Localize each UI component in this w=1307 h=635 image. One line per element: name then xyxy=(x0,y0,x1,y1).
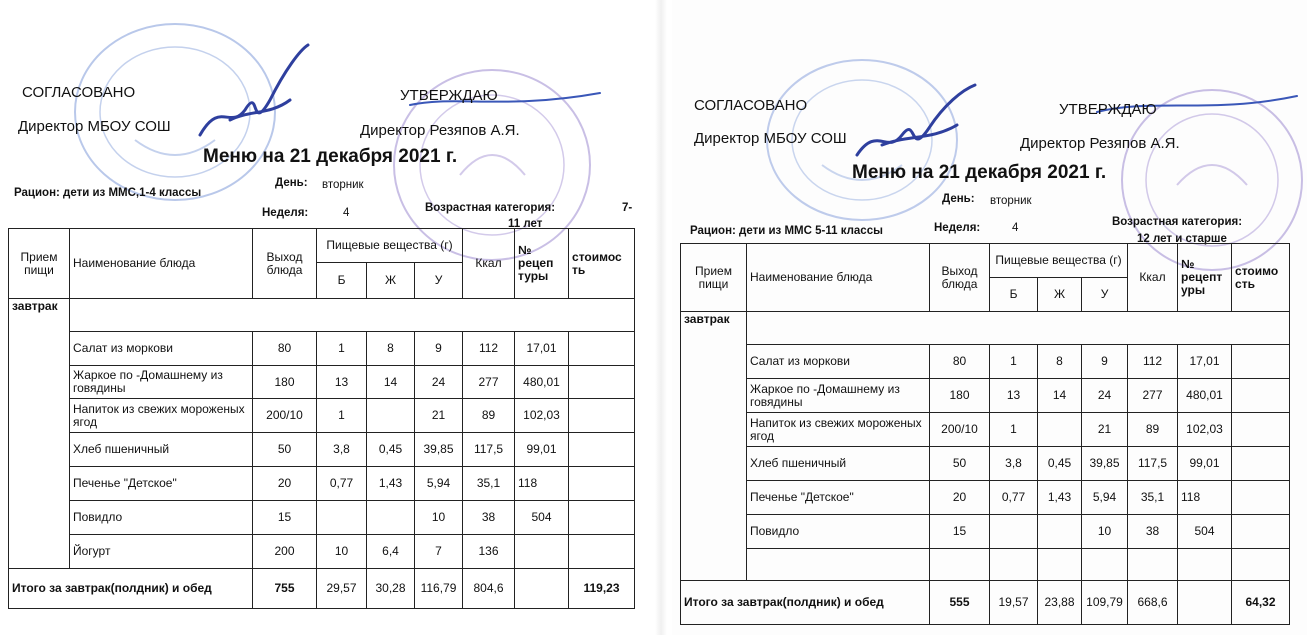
header-cost: стоимо сть xyxy=(1232,244,1290,312)
header-kcal: Ккал xyxy=(1128,244,1178,312)
table-row: Йогурт 200 10 6,4 7 136 xyxy=(9,535,635,569)
header-dish: Наименование блюда xyxy=(747,244,930,312)
director-left: Директор МБОУ СОШ xyxy=(694,130,847,147)
header-zh: Ж xyxy=(367,263,415,299)
week-value: 4 xyxy=(343,207,350,219)
page-divider xyxy=(655,0,667,635)
table-row: Повидло 15 10 38 504 xyxy=(9,501,635,535)
header-kcal: Ккал xyxy=(463,229,515,299)
table-row: Жаркое по -Домашнему из говядины 180 13 14 24 277 480,01 xyxy=(9,366,635,399)
menu-table xyxy=(680,243,1290,625)
header-zh: Ж xyxy=(1038,278,1082,312)
week-label: Неделя: xyxy=(934,222,981,234)
header-nutrients: Пищевые вещества (г) xyxy=(317,229,463,263)
signature xyxy=(190,40,320,150)
menu-sheet-left xyxy=(0,0,650,635)
director-left: Директор МБОУ СОШ xyxy=(18,118,171,135)
header-recipe: № рецепт уры xyxy=(1178,244,1232,312)
week-label: Неделя: xyxy=(262,207,309,219)
day-label: День: xyxy=(942,193,975,205)
table-row xyxy=(681,549,1290,581)
table-row: Повидло 15 10 38 504 xyxy=(681,515,1290,549)
meal-name: завтрак xyxy=(9,299,70,569)
table-row: Хлеб пшеничный 50 3,8 0,45 39,85 117,5 99,01 xyxy=(9,433,635,467)
page-title: Меню на 21 декабря 2021 г. xyxy=(203,146,458,167)
header-meal: Прием пищи xyxy=(681,244,747,312)
total-row: Итого за завтрак(полдник) и обед 755 29,57 30,28 116,79 804,6 119,23 xyxy=(9,569,635,609)
day-label: День: xyxy=(275,177,308,189)
agreed-label: СОГЛАСОВАНО xyxy=(694,97,808,114)
director-right: Директор Резяпов А.Я. xyxy=(1020,135,1180,152)
age-label: Возрастная категория: xyxy=(425,202,556,214)
header-recipe: № рецеп туры xyxy=(515,229,569,299)
table-row: Жаркое по -Домашнему из говядины 180 13 14 24 277 480,01 xyxy=(681,379,1290,413)
round-seal-stamp xyxy=(70,20,280,205)
age-label: Возрастная категория: xyxy=(1112,216,1243,228)
table-row: Хлеб пшеничный 50 3,8 0,45 39,85 117,5 99,01 xyxy=(681,447,1290,481)
header-b: Б xyxy=(990,278,1038,312)
header-yield: Выход блюда xyxy=(930,244,990,312)
day-value: вторник xyxy=(990,195,1032,207)
menu-table xyxy=(8,228,635,609)
approved-label: УТВЕРЖДАЮ xyxy=(1059,101,1157,118)
ration-label: Рацион: дети из ММС,1-4 классы xyxy=(14,187,202,199)
ration-label: Рацион: дети из ММС 5-11 классы xyxy=(690,225,883,237)
table-row: Печенье "Детское" 20 0,77 1,43 5,94 35,1 118 xyxy=(9,467,635,501)
page-title: Меню на 21 декабря 2021 г. xyxy=(852,162,1107,183)
menu-sheet-right xyxy=(672,0,1307,635)
header-b: Б xyxy=(317,263,367,299)
week-value: 4 xyxy=(1012,222,1019,234)
header-cost: стоимос ть xyxy=(569,229,635,299)
signature xyxy=(847,80,982,170)
day-value: вторник xyxy=(322,179,364,191)
header-nutrients: Пищевые вещества (г) xyxy=(990,244,1128,278)
total-row: Итого за завтрак(полдник) и обед 555 19,57 23,88 109,79 668,6 64,32 xyxy=(681,581,1290,625)
approved-label: УТВЕРЖДАЮ xyxy=(400,87,498,104)
table-row: Напиток из свежих мороженых ягод 200/10 1 21 89 102,03 xyxy=(9,399,635,433)
header-dish: Наименование блюда xyxy=(70,229,253,299)
age-value: 11 лет xyxy=(508,218,543,230)
meal-name: завтрак xyxy=(681,312,747,581)
director-right: Директор Резяпов А.Я. xyxy=(360,122,520,139)
table-row: Салат из моркови 80 1 8 9 112 17,01 xyxy=(9,332,635,366)
age-value: 12 лет и старше xyxy=(1137,233,1227,245)
agreed-label: СОГЛАСОВАНО xyxy=(22,84,136,101)
age-value: 7- xyxy=(622,202,633,214)
header-u: У xyxy=(415,263,463,299)
table-row: Напиток из свежих мороженых ягод 200/10 1 21 89 102,03 xyxy=(681,413,1290,447)
header-u: У xyxy=(1082,278,1128,312)
header-yield: Выход блюда xyxy=(253,229,317,299)
table-row: Печенье "Детское" 20 0,77 1,43 5,94 35,1 118 xyxy=(681,481,1290,515)
header-meal: Прием пищи xyxy=(9,229,70,299)
table-row: Салат из моркови 80 1 8 9 112 17,01 xyxy=(681,345,1290,379)
